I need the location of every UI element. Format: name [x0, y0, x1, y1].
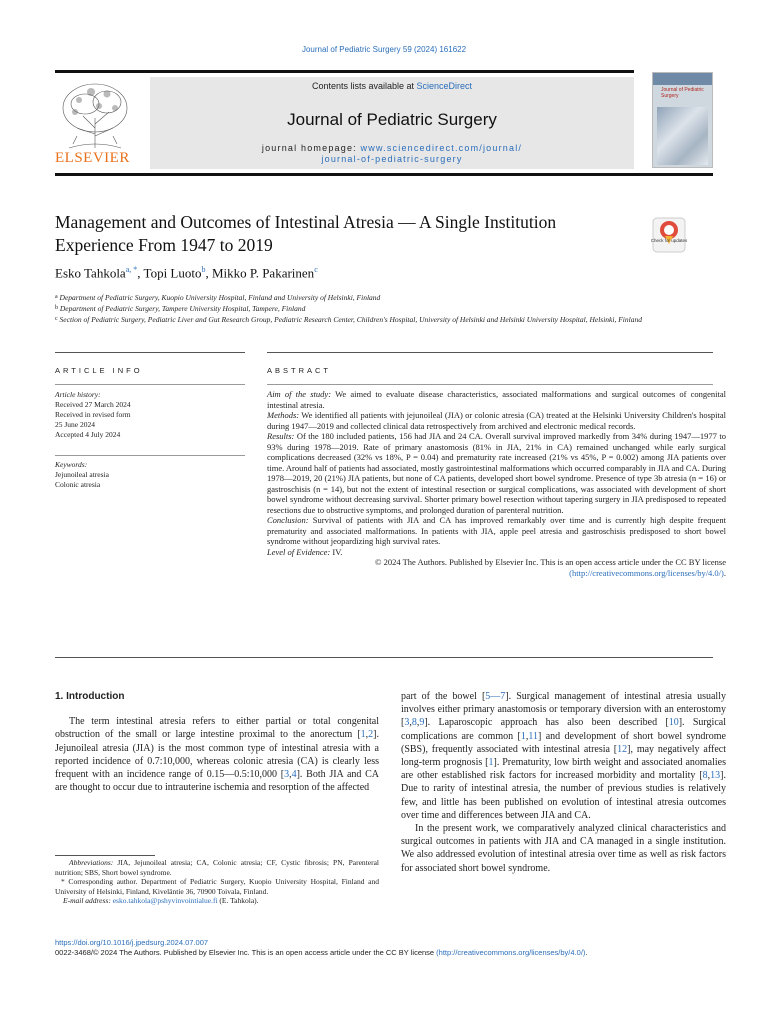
- abstract-heading: ABSTRACT: [267, 366, 332, 375]
- corresponding-author-footnote: * Corresponding author. Department of Pediatric Surgery, Kuopio University Hospital, Finland and University of Helsinki, Finland, Kiveläntie 36, 70900 Toivala, Finland.: [55, 877, 379, 896]
- intro-paragraph-3: In the present work, we comparatively analyzed clinical characteristics and surgical outcomes in patients with JIA and CA managed in a single institution. We also addressed evolution of intestinal atresia over time as well as risk factors for associated short bowel syndrome.: [401, 823, 726, 874]
- reference-link[interactable]: 1: [360, 729, 366, 741]
- homepage-prefix: journal homepage:: [261, 143, 361, 153]
- methods-text: We identified all patients with jejunoileal (JIA) or colonic atresia (CA) treated at the Helsinki University Children's hospital during 1947—2019 and collected clinical data retrospectively from archived and electronic medical records.: [267, 410, 726, 431]
- affiliation-text: Department of Pediatric Surgery, Kuopio University Hospital, Finland and University of Helsinki, Finland: [59, 293, 381, 302]
- reference-link[interactable]: 9: [419, 717, 425, 729]
- check-for-updates-label[interactable]: Check for updates: [650, 238, 688, 243]
- conclusion-label: Conclusion:: [267, 515, 309, 525]
- issn-text: 0022-3468/© 2024 The Authors. Published by Elsevier Inc. This is an open access article under the CC BY license: [55, 948, 437, 957]
- cover-banner: [653, 73, 712, 85]
- footer-license-end: .: [585, 948, 588, 957]
- abstract-license: [267, 557, 726, 578]
- footnotes: [55, 858, 379, 906]
- reference-link[interactable]: 3: [284, 769, 290, 781]
- history-item: 25 June 2024: [55, 420, 95, 429]
- abbrev-text: JIA, Jejunoileal atresia; CA, Colonic atresia; CF, Cystic fibrosis; PN, Parenteral nutrition; SBS, Short bowel syndrome.: [55, 858, 379, 877]
- journal-cover-image[interactable]: [652, 72, 713, 168]
- cover-photo: [657, 107, 708, 165]
- aim-text: We aimed to evaluate disease characteristics, associated malformations and surgical outcomes of congenital intestinal atresia.: [267, 389, 726, 410]
- check-for-updates-icon[interactable]: [651, 216, 687, 254]
- reference-link[interactable]: 10: [668, 717, 679, 729]
- reference-link[interactable]: 1: [488, 757, 494, 769]
- keywords: [55, 460, 245, 490]
- abstract-bottom-rule: [55, 657, 713, 658]
- affiliation-item: [55, 303, 655, 314]
- abstract-level: [267, 547, 726, 558]
- reference-link[interactable]: 8: [702, 770, 708, 782]
- author-affil-sup[interactable]: c: [314, 265, 318, 274]
- intro-paragraph-1: The term intestinal atresia refers to either partial or total congenital obstruction of the small or large intestine proximal to the anorectum [1,2]. Jejunoileal atresia (JIA) is the most common type of intestinal atresia with a reported incidence of 0.7:10,000, whereas colonic atresia (CA) is clearly less frequent with an incidence range of 0.15—0.5:10,000 [3,4]. Both JIA and CA are thought to occur due to intrauterine ischemia and resorption of the affected: [55, 716, 380, 794]
- contents-prefix: Contents lists available at: [311, 81, 417, 91]
- abbreviations-footnote: [55, 858, 379, 877]
- journal-title: Journal of Pediatric Surgery: [287, 110, 497, 129]
- author-affil-sup[interactable]: a, *: [125, 265, 138, 274]
- cover-title: Journal of Pediatric Surgery: [661, 87, 704, 99]
- section-heading-introduction: 1. Introduction: [55, 691, 125, 702]
- intro-paragraph-2: part of the bowel [5—7]. Surgical management of intestinal atresia usually involves either primary anastomosis or temporary diversion with an enterostomy [3,8,9]. Laparoscopic approach has also been described [10]. Surgical complications are common [1,11] and development of short bowel syndrome (SBS), frequently associated with intestinal atresia [12], may negatively affect long-term prognosis [1]. Prematurity, low birth weight and associated anomalies are other established risk factors for increased morbidity and mortality [8,13]. Due to rarity of intestinal atresia, the number of previous studies is relatively few, and little has been published on evolution of intestinal atresia outcomes over time and differences between JIA and CA.: [401, 691, 726, 821]
- abstract-aim: [267, 389, 726, 410]
- body-left-column: [55, 690, 379, 794]
- doi-link[interactable]: https://doi.org/10.1016/j.jpedsurg.2024.07.007: [55, 938, 209, 947]
- reference-link[interactable]: 11: [528, 730, 538, 742]
- abstract-conclusion: [267, 515, 726, 547]
- issn-license-line: [55, 948, 588, 957]
- affiliation-sup: a: [55, 294, 58, 300]
- license-link[interactable]: (http://creativecommons.org/licenses/by/4.0/): [569, 567, 724, 578]
- email-link[interactable]: esko.tahkola@pshyvinvointialue.fi: [112, 896, 218, 906]
- email-label: E-mail address:: [63, 896, 111, 906]
- journal-homepage: [150, 143, 634, 165]
- article-info-divider: [55, 455, 245, 456]
- affiliation-item: [55, 314, 655, 325]
- body-right-column: [401, 690, 726, 875]
- affiliations: [55, 292, 655, 325]
- history-item: Received 27 March 2024: [55, 400, 131, 409]
- article-history: [55, 390, 245, 440]
- email-footnote: [55, 896, 379, 906]
- abstract-results: [267, 431, 726, 515]
- results-text: Of the 180 included patients, 156 had JIA and 24 CA. Overall survival improved markedly from 34% during 1947—1977 to 93% during 1978—2019. Rate of primary anastomosis (81% in JIA, 21% in CA) remained unchanged while early surgical complications decreased (32% vs 18%, P = 0.04) and prematurity rate increased (21% vs 45%, P = 0.002) among JIA patients over time. Around half of patients had associated, mostly gastrointestinal malformations which occurred comparably in JIA and CA. During 1978—2019, 20 (21%) JIA patients, but none of CA patients, developed short bowel syndrome. Presence of type 3b atresia (n = 16) or gastroschisis (n = 14), but not the extent of intestinal resection or surgical complications, was associated with development of short bowel syndrome without decreasing survival. Shorter primary bowel resection without tapering surgery in JIA predisposed to repeated resections due to obstructive symptoms, and prolonged duration of parenteral nutrition.: [267, 431, 726, 515]
- reference-link[interactable]: 4: [291, 769, 297, 781]
- homepage-url-link-2[interactable]: journal-of-pediatric-surgery: [321, 154, 463, 164]
- affiliation-text: Section of Pediatric Surgery, Pediatric Liver and Gut Research Group, Pediatric Research Center, Children's Hospital, University of Helsinki and Helsinki University Hospital, Helsinki, Finland: [59, 315, 642, 324]
- elsevier-wordmark: ELSEVIER: [55, 150, 130, 166]
- article-info-heading: ARTICLE INFO: [55, 366, 143, 375]
- abstract-divider: [267, 384, 713, 385]
- reference-link[interactable]: 12: [617, 743, 628, 755]
- license-text: © 2024 The Authors. Published by Elsevier Inc. This is an open access article under the CC BY license: [375, 557, 726, 567]
- abstract-body: [267, 389, 726, 578]
- author-name[interactable]: Esko Tahkola: [55, 265, 126, 281]
- history-item: Received in revised form: [55, 410, 131, 419]
- reference-link[interactable]: 8: [411, 717, 417, 729]
- article-title: Management and Outcomes of Intestinal Atresia — A Single Institution Experience From 1947 to 2019: [55, 212, 557, 255]
- header-rule-bottom: [55, 173, 713, 176]
- level-text: IV.: [330, 546, 343, 557]
- article-info-divider: [55, 384, 245, 385]
- email-name: (E. Tahkola).: [217, 896, 259, 906]
- history-item: Accepted 4 July 2024: [55, 430, 121, 439]
- reference-link[interactable]: 1: [520, 730, 526, 742]
- license-end: .: [723, 567, 726, 578]
- footer-license-link[interactable]: (http://creativecommons.org/licenses/by/4.0/): [436, 948, 586, 957]
- affiliation-sup: b: [55, 305, 58, 311]
- results-label: Results:: [267, 431, 295, 441]
- history-label: Article history:: [55, 390, 101, 399]
- abstract-rule: [267, 352, 713, 353]
- reference-link[interactable]: 2: [368, 729, 374, 741]
- conclusion-text: Survival of patients with JIA and CA has improved remarkably over time and is currently high despite frequent prematurity and associated malformations. In patients with JIA, apple peel atresia and gastroschisis predisposed to short bowel syndrome without jeopardizing high survival rates.: [267, 515, 726, 546]
- affiliation-text: Department of Pediatric Surgery, Tampere University Hospital, Tampere, Finland: [59, 304, 306, 313]
- header-rule-top: [55, 70, 634, 73]
- author-affil-sup[interactable]: b: [201, 265, 206, 274]
- affiliation-sup: c: [55, 316, 58, 322]
- level-label: Level of Evidence:: [267, 546, 331, 557]
- aim-label: Aim of the study:: [267, 389, 332, 399]
- reference-link[interactable]: 13: [710, 770, 721, 782]
- author-name[interactable]: Topi Luoto: [143, 265, 202, 281]
- article-info-rule: [55, 352, 245, 353]
- sciencedirect-link[interactable]: ScienceDirect: [416, 81, 473, 91]
- abstract-methods: [267, 410, 726, 431]
- reference-link[interactable]: 3: [404, 717, 410, 729]
- abbrev-label: Abbreviations:: [69, 858, 114, 867]
- footnote-rule: [55, 855, 155, 856]
- homepage-url-link[interactable]: www.sciencedirect.com/journal/: [360, 143, 523, 153]
- keyword-item: Colonic atresia: [55, 480, 101, 489]
- affiliation-item: [55, 292, 655, 303]
- methods-label: Methods:: [267, 410, 300, 420]
- keywords-label: Keywords:: [55, 460, 88, 469]
- keyword-item: Jejunoileal atresia: [55, 470, 109, 479]
- journal-citation-link[interactable]: Journal of Pediatric Surgery 59 (2024) 161622: [301, 45, 467, 54]
- author-name[interactable]: Mikko P. Pakarinen: [211, 265, 315, 281]
- author-list: Esko Tahkola$^{a, *}$, Topi Luoto$^b$, Mikko P. Pakarinen$^c$: [55, 265, 318, 281]
- reference-link[interactable]: 5—7: [485, 691, 506, 702]
- contents-available-line: [150, 81, 634, 91]
